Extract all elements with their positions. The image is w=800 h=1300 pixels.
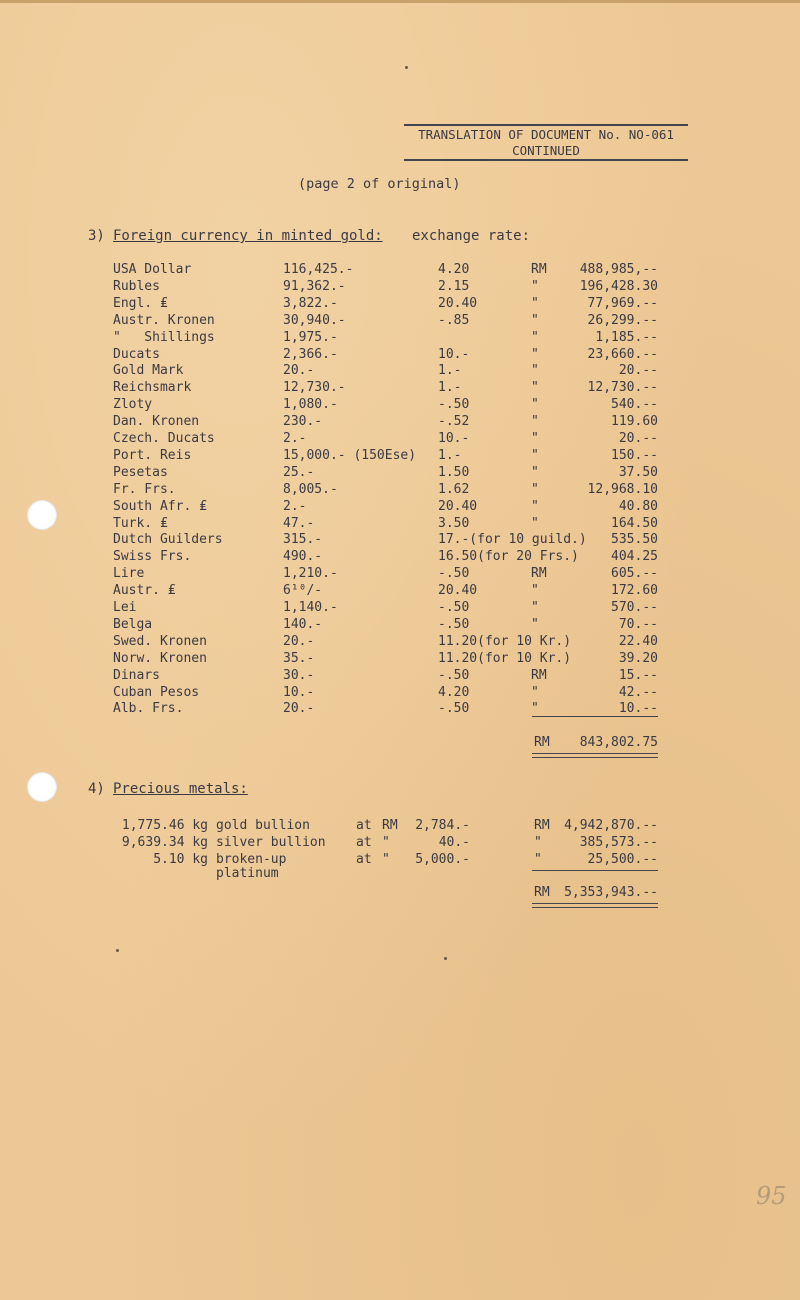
- currency-name: Rubles: [113, 279, 160, 294]
- currency-amount: 2,366.-: [283, 347, 338, 362]
- currency-value: 40.80: [618, 499, 658, 514]
- metal-qty: 9,639.34 kg: [121, 835, 208, 850]
- currency-unit: ": [531, 617, 539, 632]
- currency-value: 404.25: [611, 549, 658, 564]
- metals-total-unit: RM: [534, 885, 550, 900]
- currency-amount: 20.-: [283, 363, 315, 378]
- metal-qty: 5.10 kg: [153, 852, 208, 867]
- currency-name: Dutch Guilders: [113, 532, 223, 547]
- currency-name: Lire: [113, 566, 145, 581]
- currency-value: 540.--: [611, 397, 658, 412]
- currency-rate: -.50: [438, 617, 470, 632]
- paper-speck: [405, 66, 408, 69]
- currency-value: 26,299.--: [587, 313, 658, 328]
- metal-desc: gold bullion: [216, 818, 310, 833]
- currency-unit: RM: [531, 262, 547, 277]
- currency-value: 20.--: [618, 363, 658, 378]
- metal-qty: 1,775.46 kg: [121, 818, 208, 833]
- currency-rate: 1.-: [438, 380, 462, 395]
- currency-unit: ": [531, 397, 539, 412]
- punch-hole-top: [27, 500, 57, 530]
- currency-value: 23,660.--: [587, 347, 658, 362]
- paper-speck: [116, 949, 119, 952]
- currency-rate: 20.40: [438, 296, 478, 311]
- currency-unit: ": [531, 414, 539, 429]
- currency-rate: 20.40: [438, 583, 478, 598]
- currency-name: Dinars: [113, 668, 160, 683]
- currency-name: Ducats: [113, 347, 160, 362]
- currency-name: " Shillings: [113, 330, 215, 345]
- currency-value: 12,730.--: [587, 380, 658, 395]
- metal-unit: ": [382, 835, 390, 850]
- section3-heading: Foreign currency in minted gold:: [113, 228, 383, 244]
- currency-unit: RM: [531, 668, 547, 683]
- currency-name: Reichsmark: [113, 380, 192, 395]
- currency-amount: 91,362.-: [283, 279, 346, 294]
- metal-total-unit: ": [534, 852, 542, 867]
- currency-amount: 3,822.-: [283, 296, 338, 311]
- currency-value: 22.40: [618, 634, 658, 649]
- metal-at: at: [356, 835, 372, 850]
- currency-rate: 1.50: [438, 465, 470, 480]
- metals-total-double-rule: [532, 903, 658, 908]
- paper-top-edge: [0, 0, 800, 3]
- currency-value: 77,969.--: [587, 296, 658, 311]
- currency-unit: ": [531, 363, 539, 378]
- currency-amount: 140.-: [283, 617, 323, 632]
- section4-heading: Precious metals:: [113, 781, 248, 797]
- metal-price: 2,784.-: [415, 818, 470, 833]
- currency-value: 39.20: [618, 651, 658, 666]
- currency-value: 12,968.10: [587, 482, 658, 497]
- currency-name: Norw. Kronen: [113, 651, 207, 666]
- currency-value: 196,428.30: [579, 279, 658, 294]
- currency-amount: 30,940.-: [283, 313, 346, 328]
- currency-amount: 12,730.-: [283, 380, 346, 395]
- metal-total-unit: ": [534, 835, 542, 850]
- currency-name: Zloty: [113, 397, 153, 412]
- handwritten-page-number: 95: [756, 1182, 787, 1210]
- document-title: TRANSLATION OF DOCUMENT No. NO-061: [404, 124, 688, 142]
- currency-name: Alb. Frs.: [113, 701, 184, 716]
- currency-unit: ": [531, 448, 539, 463]
- metal-desc: silver bullion: [216, 835, 326, 850]
- currency-rate: 3.50: [438, 516, 470, 531]
- currency-amount: 35.-: [283, 651, 315, 666]
- metal-total: 4,942,870.--: [564, 818, 658, 833]
- metal-total-unit: RM: [534, 818, 550, 833]
- punch-hole-bottom: [27, 772, 57, 802]
- currency-name: Turk. ₤: [113, 516, 168, 531]
- currency-rate: 20.40: [438, 499, 478, 514]
- currency-amount: 25.-: [283, 465, 315, 480]
- currency-value: 172.60: [611, 583, 658, 598]
- currency-value: 15.--: [618, 668, 658, 683]
- currency-unit: ": [531, 516, 539, 531]
- currency-sum-rule: [532, 716, 658, 717]
- currency-rate: -.52: [438, 414, 470, 429]
- currency-value: 37.50: [618, 465, 658, 480]
- metal-total: 25,500.--: [587, 852, 658, 867]
- currency-name: Lei: [113, 600, 137, 615]
- currency-amount: 30.-: [283, 668, 315, 683]
- currency-name: Fr. Frs.: [113, 482, 176, 497]
- currency-rate: 10.-: [438, 347, 470, 362]
- currency-name: South Afr. ₤: [113, 499, 207, 514]
- currency-name: Pesetas: [113, 465, 168, 480]
- currency-value: 164.50: [611, 516, 658, 531]
- metal-total: 385,573.--: [579, 835, 658, 850]
- document-continued: CONTINUED: [404, 144, 688, 161]
- currency-value: 1,185.--: [595, 330, 658, 345]
- currency-unit: ": [531, 701, 539, 716]
- currency-name: Czech. Ducats: [113, 431, 215, 446]
- currency-name: Austr. ₤: [113, 583, 176, 598]
- currency-unit: ": [531, 380, 539, 395]
- currency-name: USA Dollar: [113, 262, 192, 277]
- currency-rate: 17.-(for 10 guild.): [438, 532, 587, 547]
- currency-name: Engl. ₤: [113, 296, 168, 311]
- paper-speck: [444, 957, 447, 960]
- currency-name: Belga: [113, 617, 153, 632]
- currency-amount: 6¹⁰/-: [283, 583, 323, 598]
- currency-total-unit: RM: [534, 735, 550, 750]
- currency-rate: 1.-: [438, 448, 462, 463]
- metal-desc: broken-up: [216, 852, 287, 867]
- currency-unit: ": [531, 685, 539, 700]
- currency-amount: 10.-: [283, 685, 315, 700]
- currency-unit: ": [531, 313, 539, 328]
- metals-total-value: 5,353,943.--: [564, 885, 658, 900]
- currency-rate: 10.-: [438, 431, 470, 446]
- currency-unit: ": [531, 499, 539, 514]
- currency-amount: 8,005.-: [283, 482, 338, 497]
- currency-value: 10.--: [618, 701, 658, 716]
- currency-rate: 1.62: [438, 482, 470, 497]
- currency-amount: 20.-: [283, 701, 315, 716]
- currency-rate: 11.20(for 10 Kr.): [438, 634, 572, 649]
- currency-unit: ": [531, 279, 539, 294]
- currency-rate: 16.50(for 20 Frs.): [438, 549, 579, 564]
- currency-name: Swiss Frs.: [113, 549, 192, 564]
- metal-price: 40.-: [438, 835, 470, 850]
- currency-name: Swed. Kronen: [113, 634, 207, 649]
- currency-unit: ": [531, 330, 539, 345]
- currency-value: 20.--: [618, 431, 658, 446]
- currency-rate: 11.20(for 10 Kr.): [438, 651, 572, 666]
- currency-unit: ": [531, 431, 539, 446]
- currency-rate: 2.15: [438, 279, 470, 294]
- currency-amount: 2.-: [283, 431, 307, 446]
- currency-unit: ": [531, 465, 539, 480]
- currency-amount: 230.-: [283, 414, 323, 429]
- currency-amount: 1,140.-: [283, 600, 338, 615]
- metal-unit: RM: [382, 818, 398, 833]
- currency-amount: 20.-: [283, 634, 315, 649]
- currency-name: Dan. Kronen: [113, 414, 200, 429]
- currency-rate: 1.-: [438, 363, 462, 378]
- metals-sum-rule: [532, 870, 658, 871]
- currency-amount: 1,080.-: [283, 397, 338, 412]
- currency-unit: ": [531, 600, 539, 615]
- currency-value: 488,985,--: [579, 262, 658, 277]
- currency-rate: 4.20: [438, 262, 470, 277]
- currency-amount: 1,210.-: [283, 566, 338, 581]
- metal-at: at: [356, 818, 372, 833]
- currency-amount: 490.-: [283, 549, 323, 564]
- currency-unit: ": [531, 296, 539, 311]
- currency-rate: -.50: [438, 668, 470, 683]
- currency-rate: -.85: [438, 313, 470, 328]
- currency-name: Cuban Pesos: [113, 685, 200, 700]
- currency-total-value: 843,802.75: [579, 735, 658, 750]
- currency-amount: 315.-: [283, 532, 323, 547]
- currency-unit: ": [531, 482, 539, 497]
- currency-unit: RM: [531, 566, 547, 581]
- currency-value: 535.50: [611, 532, 658, 547]
- currency-rate: -.50: [438, 397, 470, 412]
- currency-value: 570.--: [611, 600, 658, 615]
- currency-value: 119.60: [611, 414, 658, 429]
- currency-value: 42.--: [618, 685, 658, 700]
- section3-rate-heading: exchange rate:: [412, 228, 531, 244]
- currency-rate: -.50: [438, 600, 470, 615]
- currency-value: 70.--: [618, 617, 658, 632]
- currency-unit: ": [531, 583, 539, 598]
- metal-unit: ": [382, 852, 390, 867]
- currency-name: Gold Mark: [113, 363, 184, 378]
- currency-name: Austr. Kronen: [113, 313, 215, 328]
- currency-value: 150.--: [611, 448, 658, 463]
- currency-amount: 47.-: [283, 516, 315, 531]
- section3-number: 3): [88, 228, 105, 244]
- metal-at: at: [356, 852, 372, 867]
- page-note: (page 2 of original): [298, 176, 461, 192]
- currency-amount: 15,000.- (150Ese): [283, 448, 417, 463]
- currency-amount: 1,975.-: [283, 330, 338, 345]
- currency-rate: -.50: [438, 566, 470, 581]
- currency-name: Port. Reis: [113, 448, 192, 463]
- metal-desc-line2: platinum: [216, 866, 279, 881]
- currency-total-double-rule: [532, 753, 658, 758]
- currency-unit: ": [531, 347, 539, 362]
- currency-value: 605.--: [611, 566, 658, 581]
- currency-amount: 116,425.-: [283, 262, 354, 277]
- currency-rate: -.50: [438, 701, 470, 716]
- currency-amount: 2.-: [283, 499, 307, 514]
- metal-price: 5,000.-: [415, 852, 470, 867]
- section4-number: 4): [88, 781, 105, 797]
- currency-rate: 4.20: [438, 685, 470, 700]
